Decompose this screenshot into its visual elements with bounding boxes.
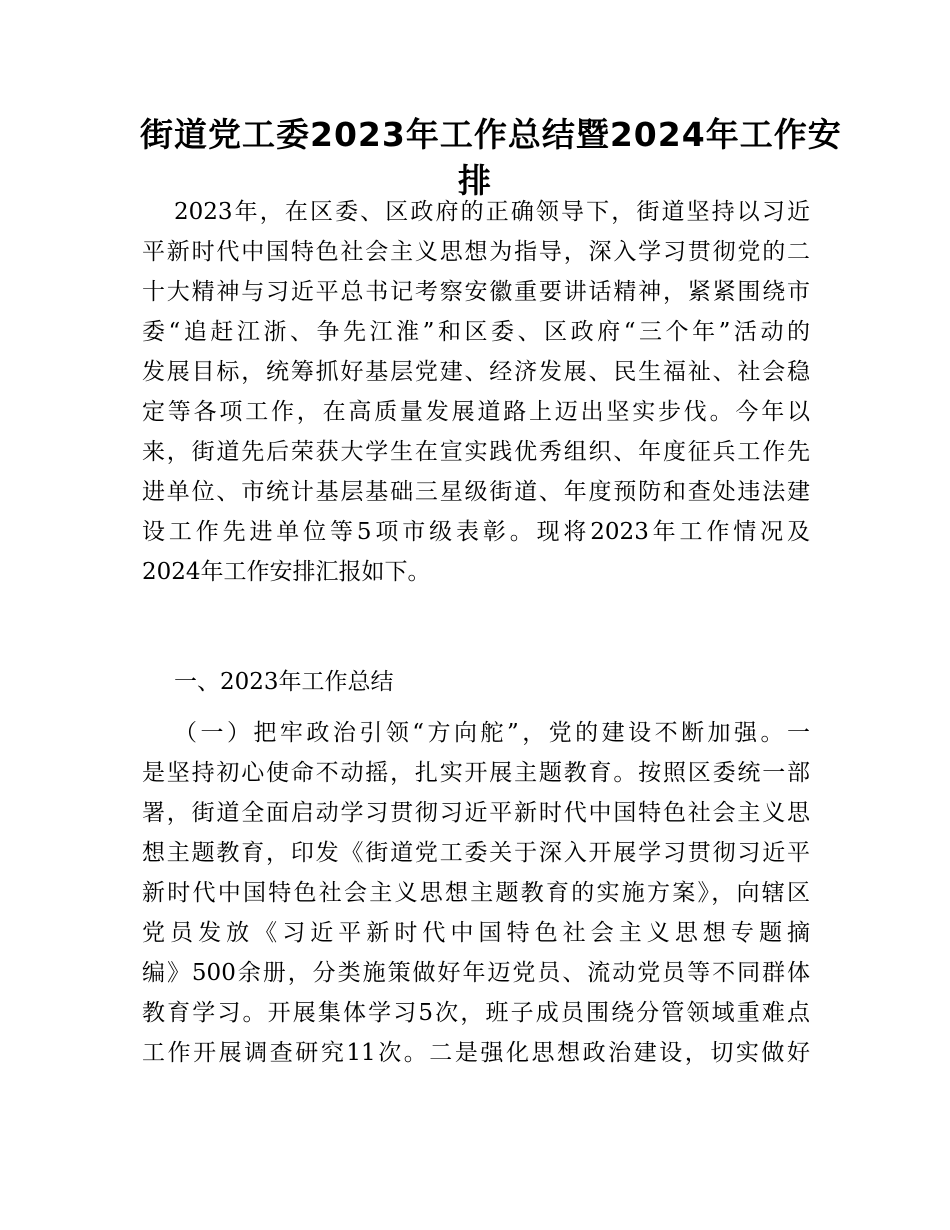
paragraph-line: 党员发放《习近平新时代中国特色社会主义思想专题摘 [142, 920, 810, 946]
paragraph-line: 工作开展调查研究11次。二是强化思想政治建设，切实做好 [142, 1040, 810, 1066]
paragraph-line: 委“追赶江浙、争先江淮”和区委、区政府“三个年”活动的 [142, 319, 810, 345]
paragraph-line: 教育学习。开展集体学习5次，班子成员围绕分管领域重难点 [142, 1000, 810, 1026]
paragraph-line: 想主题教育，印发《街道党工委关于深入开展学习贯彻习近平 [142, 840, 810, 866]
title-line-2: 排 [458, 161, 492, 200]
title-line-1: 街道党工委2023年工作总结暨2024年工作安 [140, 115, 842, 154]
paragraph-line: 2024年工作安排汇报如下。 [142, 559, 431, 585]
section-heading-text: 一、2023年工作总结 [174, 669, 394, 695]
paragraph-intro [142, 192, 810, 592]
section-heading [142, 662, 810, 702]
paragraph-line: 发展目标，统筹抓好基层党建、经济发展、民生福祉、社会稳 [142, 359, 810, 385]
paragraph-line: 定等各项工作，在高质量发展道路上迈出坚实步伐。今年以 [142, 399, 810, 425]
paragraph-line: 编》500余册，分类施策做好年迈党员、流动党员等不同群体 [142, 960, 810, 986]
paragraph-line: 十大精神与习近平总书记考察安徽重要讲话精神，紧紧围绕市 [142, 279, 810, 305]
document-title [140, 112, 842, 204]
paragraph-line: 平新时代中国特色社会主义思想为指导，深入学习贯彻党的二 [142, 239, 810, 265]
paragraph-line: 是坚持初心使命不动摇，扎实开展主题教育。按照区委统一部 [142, 760, 810, 786]
paragraph-line: 来，街道先后荣获大学生在宣实践优秀组织、年度征兵工作先 [142, 439, 810, 465]
paragraph-line: （一）把牢政治引领“方向舵”，党的建设不断加强。一 [174, 720, 810, 746]
paragraph-line: 署，街道全面启动学习贯彻习近平新时代中国特色社会主义思 [142, 800, 810, 826]
paragraph-line: 新时代中国特色社会主义思想主题教育的实施方案》，向辖区 [142, 880, 810, 906]
paragraph-line: 2023年，在区委、区政府的正确领导下，街道坚持以习近 [174, 199, 810, 225]
paragraph-line: 设工作先进单位等5项市级表彰。现将2023年工作情况及 [142, 519, 810, 545]
paragraph-section-1 [142, 713, 810, 1073]
paragraph-line: 进单位、市统计基层基础三星级街道、年度预防和查处违法建 [142, 479, 810, 505]
